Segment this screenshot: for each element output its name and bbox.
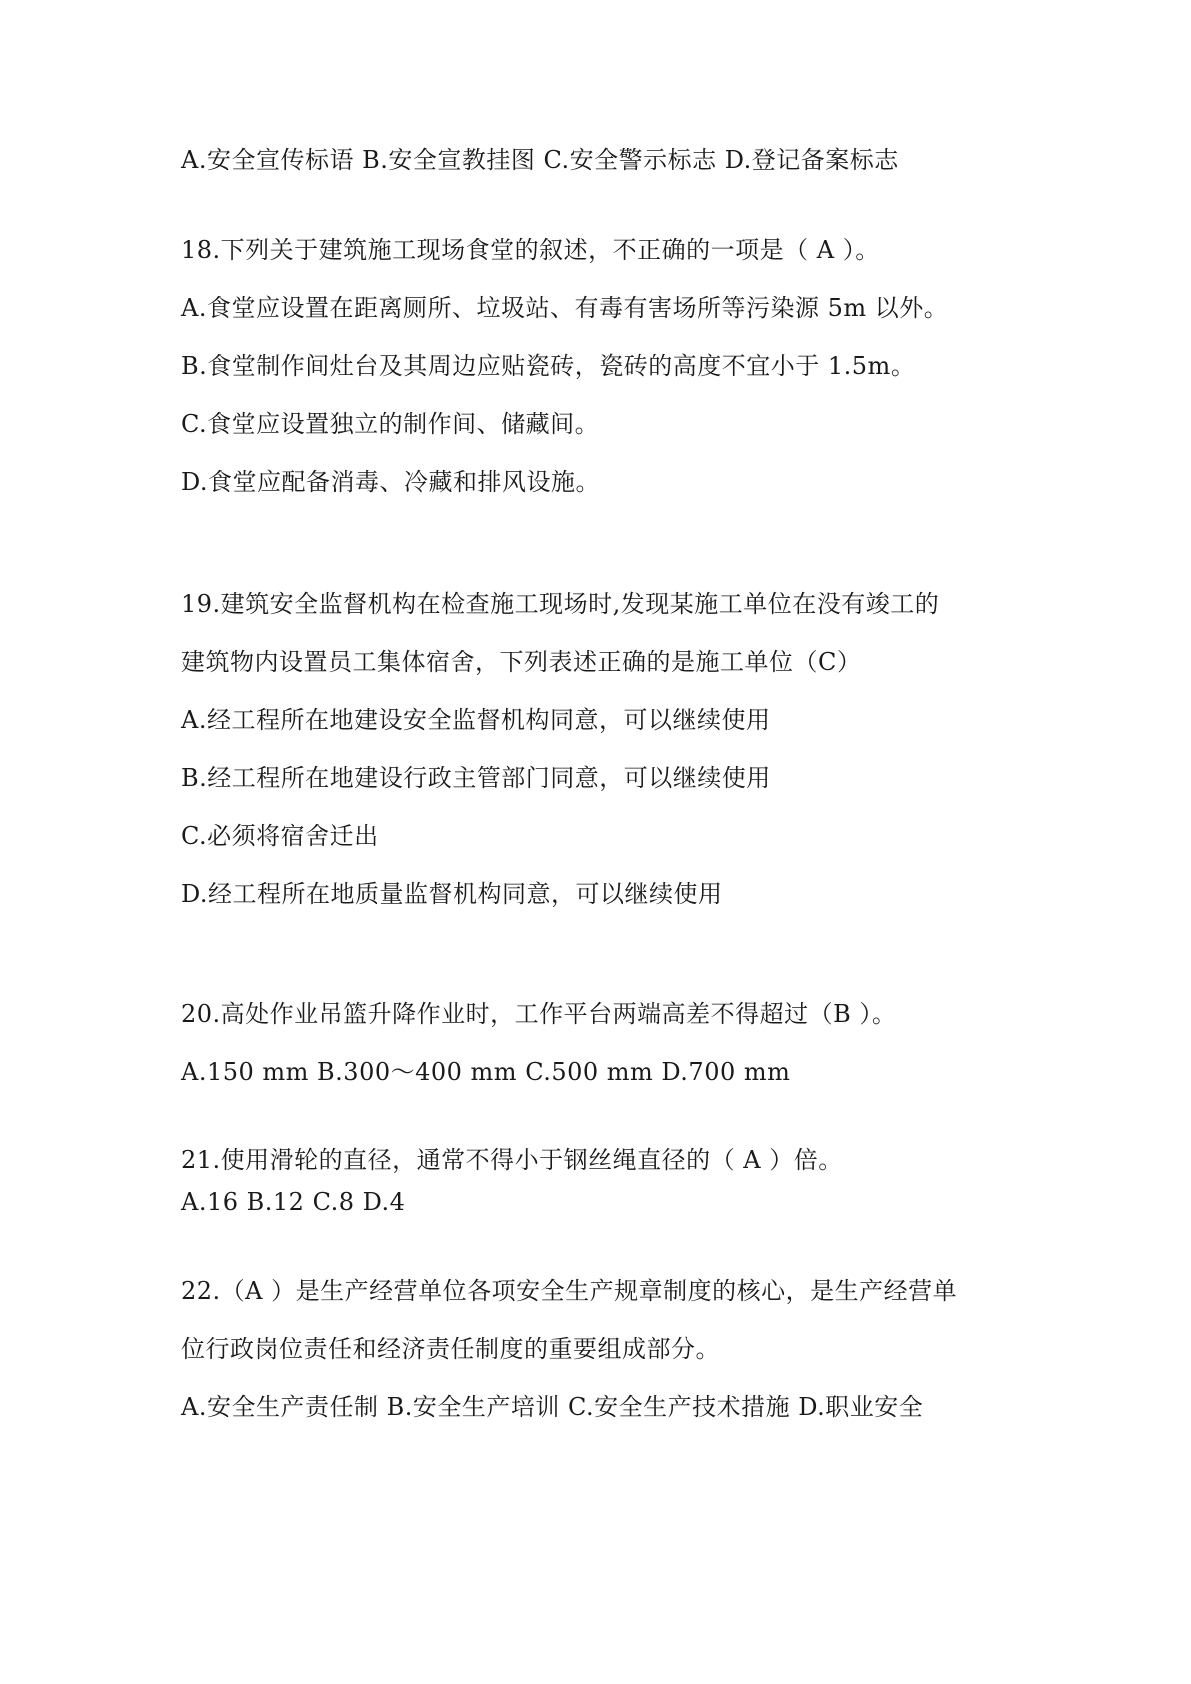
q20-options: A.150 mm B.300～400 mm C.500 mm D.700 mm	[181, 1058, 791, 1086]
q18-question: 18.下列关于建筑施工现场食堂的叙述，不正确的一项是（ A ）。	[181, 236, 880, 264]
q18-option-d: D.食堂应配备消毒、冷藏和排风设施。	[181, 468, 601, 496]
q22-question-line2: 位行政岗位责任和经济责任制度的重要组成部分。	[181, 1335, 720, 1363]
q22-question-line1: 22.（A ）是生产经营单位各项安全生产规章制度的核心，是生产经营单	[181, 1277, 958, 1305]
q19-option-d: D.经工程所在地质量监督机构同意，可以继续使用	[181, 880, 723, 908]
q19-option-a: A.经工程所在地建设安全监督机构同意，可以继续使用	[181, 706, 771, 734]
q18-option-c: C.食堂应设置独立的制作间、储藏间。	[181, 410, 600, 438]
q18-option-b: B.食堂制作间灶台及其周边应贴瓷砖，瓷砖的高度不宜小于 1.5m。	[181, 352, 916, 380]
q22-options: A.安全生产责任制 B.安全生产培训 C.安全生产技术措施 D.职业安全	[181, 1393, 924, 1421]
q19-option-b: B.经工程所在地建设行政主管部门同意，可以继续使用	[181, 764, 771, 792]
q21-options: A.16 B.12 C.8 D.4	[181, 1188, 406, 1216]
q17-options: A.安全宣传标语 B.安全宣教挂图 C.安全警示标志 D.登记备案标志	[181, 146, 899, 174]
q19-question-line2: 建筑物内设置员工集体宿舍，下列表述正确的是施工单位（C）	[181, 648, 862, 676]
q18-option-a: A.食堂应设置在距离厕所、垃圾站、有毒有害场所等污染源 5m 以外。	[181, 294, 949, 322]
q21-question: 21.使用滑轮的直径，通常不得小于钢丝绳直径的（ A ）倍。	[181, 1146, 843, 1174]
q19-option-c: C.必须将宿舍迁出	[181, 822, 379, 850]
q19-question-line1: 19.建筑安全监督机构在检查施工现场时,发现某施工单位在没有竣工的	[181, 590, 940, 618]
q20-question: 20.高处作业吊篮升降作业时，工作平台两端高差不得超过（B ）。	[181, 1000, 897, 1028]
